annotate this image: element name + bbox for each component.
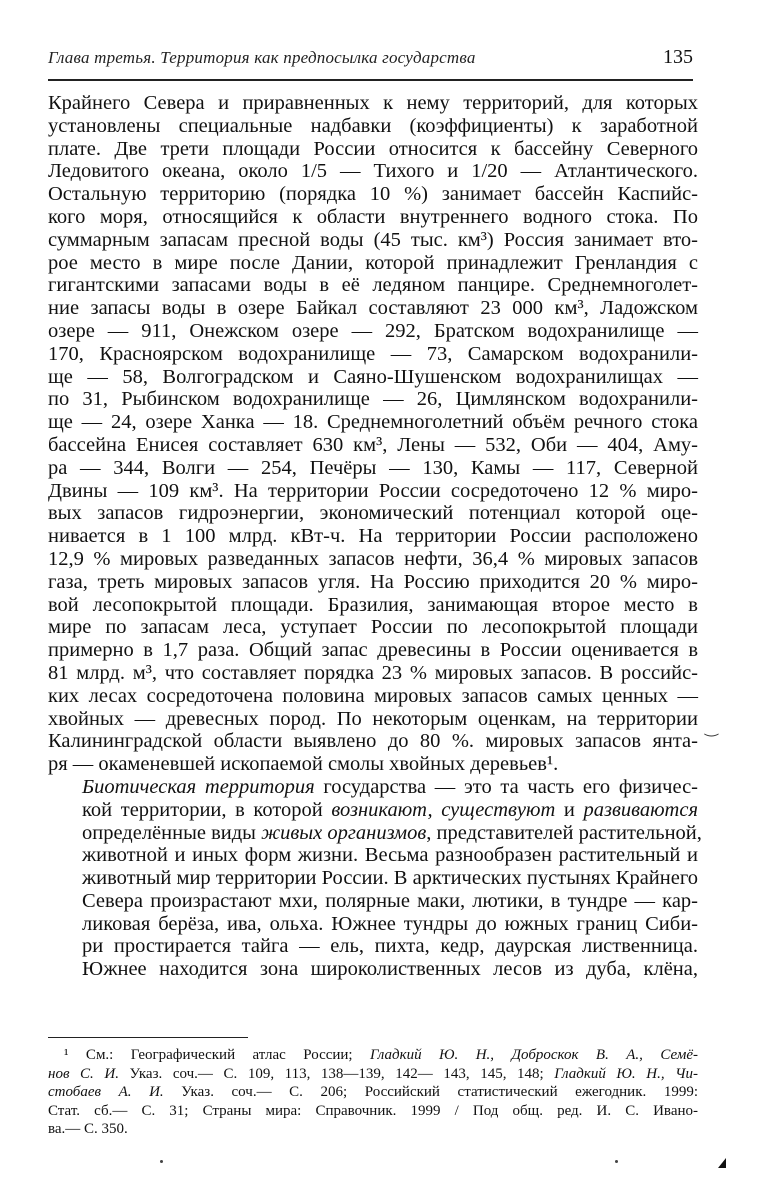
text-line: 12,9 % мировых разведанных запасов нефти, 36,4 % мировых запасов <box>48 547 698 570</box>
text-line: нивается в 1 100 млрд. кВт-ч. На территории России расположено <box>48 525 698 548</box>
text-line: ра — 344, Волги — 254, Печёры — 130, Камы — 117, Северной <box>48 456 698 479</box>
header-rule <box>48 79 693 81</box>
running-header <box>48 44 693 74</box>
text-line: ликовая берёза, ива, ольха. Южнее тундры до южных границ Сиби- <box>82 912 698 935</box>
margin-pencil-mark: ‿ <box>705 720 718 737</box>
text-line: мире по запасам леса, уступает России по лесопокрытой площади <box>48 616 698 639</box>
text-line: озере — 911, Онежском озере — 292, Братском водохранилище — <box>48 319 698 342</box>
text-line: Калининградской области выявлено до 80 %. мировых запасов янта- <box>48 730 698 753</box>
text-line: ри простирается тайга — ель, пихта, кедр, даурская лиственница. <box>82 935 698 958</box>
text-line: Двины — 109 км³. На территории России сосредоточено 12 % миро- <box>48 479 698 502</box>
term-biotic-territory: Биотическая территория <box>82 775 315 798</box>
text-line: Ледовитого океана, около 1/5 — Тихого и 1/20 — Атлантического. <box>48 160 698 183</box>
page-number: 135 <box>663 46 693 68</box>
text-line: газа, треть мировых запасов угля. На Россию приходится 20 % миро- <box>48 570 698 593</box>
text-line: рое место в мире после Дании, которой принадлежит Гренландия с <box>48 251 698 274</box>
text-line: ких лесах сосредоточена половина мировых запасов самых ценных — <box>48 684 698 707</box>
text-line: Севера произрастают мхи, полярные маки, лютики, в тундре — кар- <box>82 889 698 912</box>
text-line: хвойных — древесных пород. По некоторым оценкам, на территории <box>48 707 698 730</box>
text-line: животный мир территории России. В арктических пустынях Крайнего <box>82 867 698 890</box>
scan-speck <box>160 1160 163 1163</box>
scan-speck <box>615 1160 618 1163</box>
text-line: по 31, Рыбинском водохранилище — 26, Цимлянском водохранили- <box>48 388 698 411</box>
text-line: 81 млрд. м³, что составляет порядка 23 % мировых запасов. В российс- <box>48 661 698 684</box>
text-line: вой лесопокрытой площади. Бразилия, занимающая второе место в <box>48 593 698 616</box>
text-line: Крайнего Севера и приравненных к нему территорий, для которых <box>48 92 698 114</box>
text-line: животной и иных форм жизни. Весьма разнообразен растительный и <box>82 844 698 867</box>
text-line: суммарным запасам пресной воды (45 тыс. км³) Россия занимает вто- <box>48 228 698 251</box>
paragraph-1 <box>48 92 698 776</box>
text-line: гигантскими запасами воды в её ледяном панцире. Среднемноголет- <box>48 274 698 297</box>
text-line: ще — 24, озере Ханка — 18. Среднемноголетний объём речного стока <box>48 411 698 434</box>
text-line: вых запасов гидроэнергии, экономический потенциал которой оце- <box>48 502 698 525</box>
footnote-mark: ¹ <box>64 1047 69 1063</box>
text-line: кого моря, относящийся к области внутреннего водного стока. По <box>48 205 698 228</box>
text-line: ще — 58, Волгоградском и Саяно-Шушенском водохранилищах — <box>48 365 698 388</box>
text-line: установлены специальные надбавки (коэффициенты) к заработной <box>48 114 698 137</box>
scan-corner-mark <box>718 1158 726 1168</box>
text-line: Южнее находится зона широколиственных лесов из дуба, клёна, <box>82 958 698 981</box>
text-line: 170, Красноярском водохранилище — 73, Самарском водохранили- <box>48 342 698 365</box>
chapter-title: Глава третья. Территория как предпосылка государства <box>48 48 476 67</box>
text-line: плате. Две трети площади России относится к бассейну Северного <box>48 137 698 160</box>
main-text <box>48 92 702 981</box>
text-line: бассейна Енисея составляет 630 км³, Лены — 532, Оби — 404, Аму- <box>48 433 698 456</box>
text-line: примерно в 1,7 раза. Общий запас древесины в России оценивается в <box>48 639 698 662</box>
footnote: ¹ См.: Географический атлас России; Гладкий Ю. Н., Доброскок В. А., Семё- нов С. И. Указ. соч.— С. 109, 113, 138—139, 142— 143, 145, 148; Гладкий Ю. Н., Чи- стобаев А. И. Указ. соч.— С. 206; Российский статистический ежегодник. 1999: Стат. сб.— С. 31; Страны мира: Справочник. 1999 / Под общ. ред. И. С. Ивано- ва.— С. 350. <box>48 1047 698 1138</box>
text-line: ря — окаменевшей ископаемой смолы хвойных деревьев¹. <box>48 753 559 776</box>
footnote-rule <box>48 1037 248 1038</box>
text-line: ние запасы воды в озере Байкал составляют 23 000 км³, Ладожском <box>48 297 698 320</box>
paragraph-2: Биотическая территория государства — это та часть его физичес- кой территории, в которой возникают, существуют и развиваются определённые виды живых организмов, представителей растительной, животной и иных форм жизни. Весьма разнообразен растительный и животный мир территории России. В арктических пустынях Крайнего Севера произрастают мхи, полярные маки, лютики, в тундре — кар- ликовая берёза, ива, ольха. Южнее тундры до южных границ Сиби- ри простирается тайга — ель, пихта, кедр, даурская лиственница. Южнее находится зона широколиственных лесов из дуба, клёна, <box>48 776 698 981</box>
text-line: Остальную территорию (порядка 10 %) занимает бассейн Каспийс- <box>48 183 698 206</box>
